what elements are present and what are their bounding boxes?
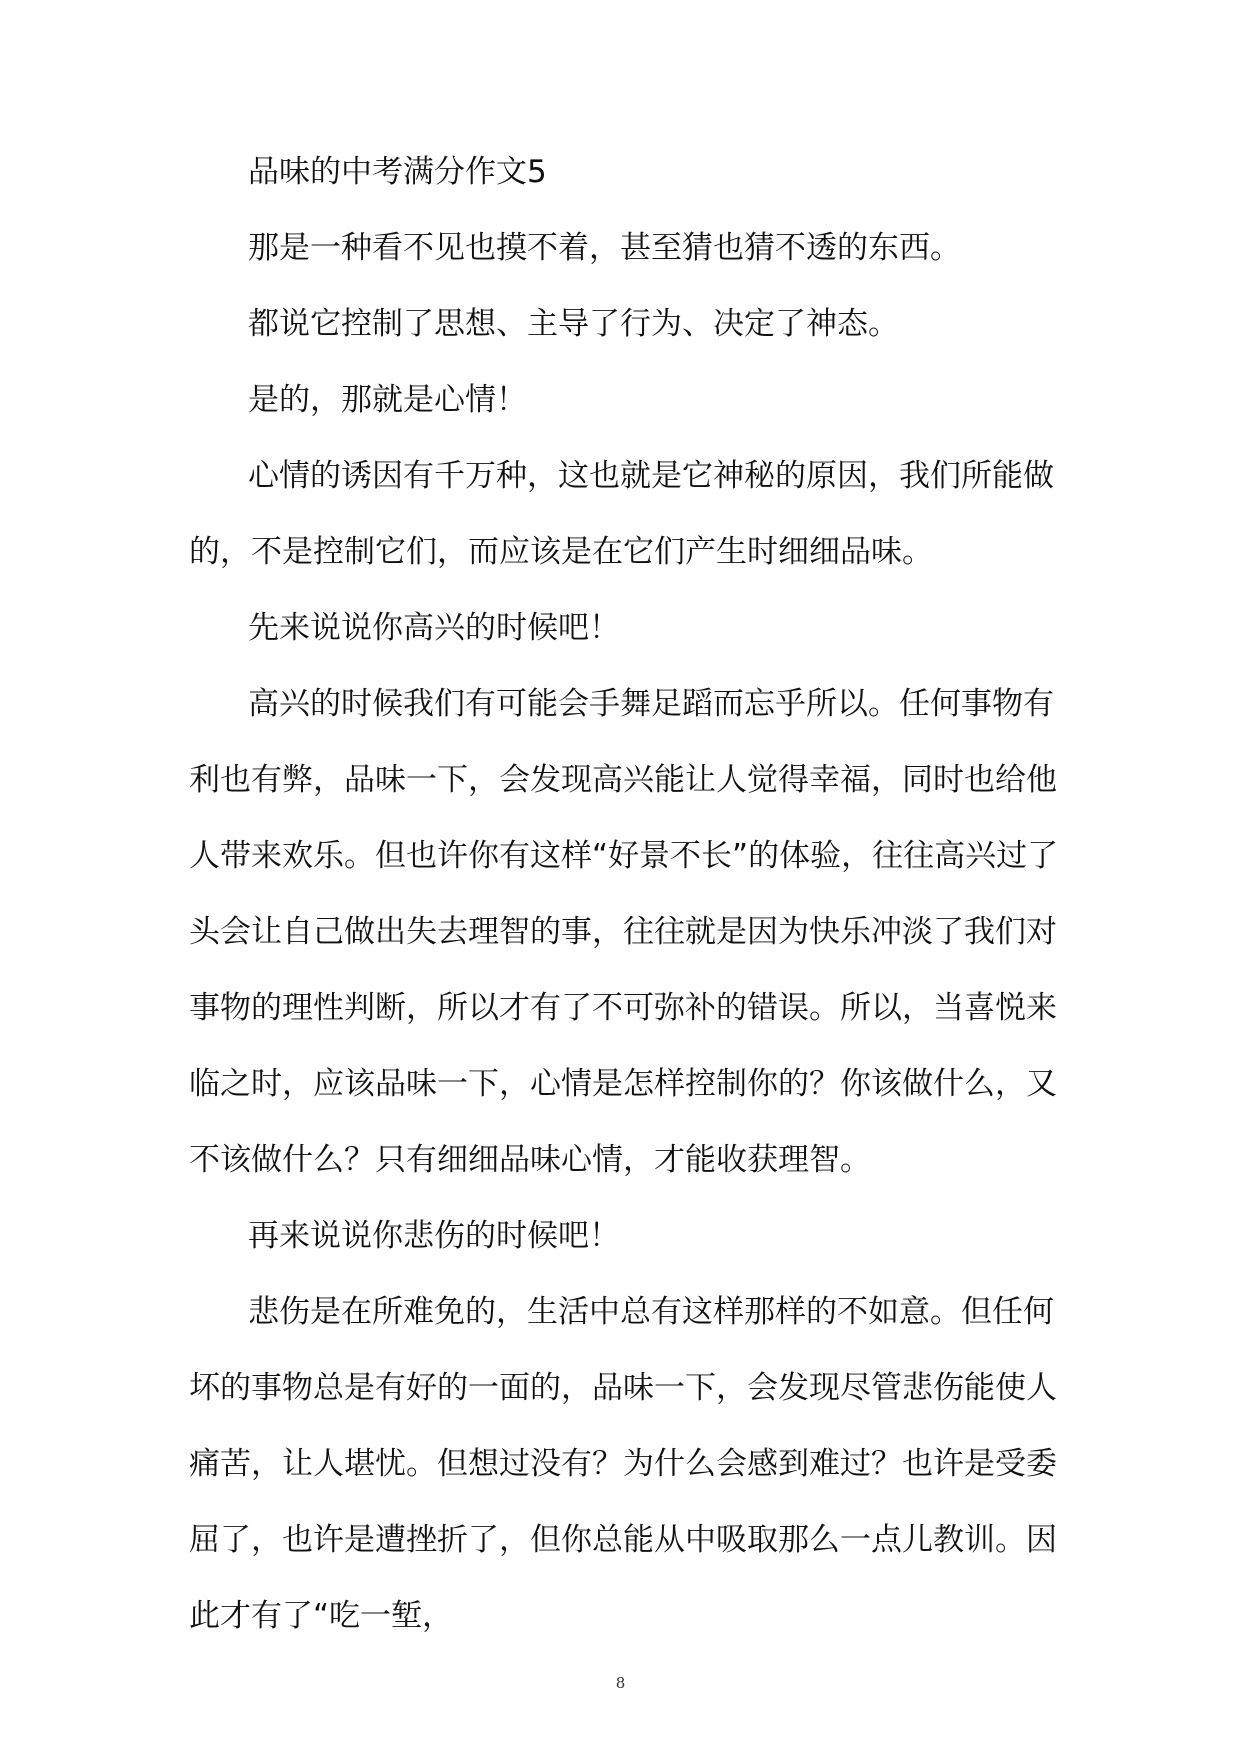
page-number: 8 [615, 1674, 626, 1692]
essay-title: 品味的中考满分作文5 [248, 154, 547, 190]
paragraph: 高兴的时候我们有可能会手舞足蹈而忘乎所以。任何事物有利也有弊，品味一下，会发现高兴能让人觉得幸福，同时也给他人带来欢乐。但也许你有这样“好景不长”的体验，往往高兴过了头会让自己做出失去理智的事，往往就是因为快乐冲淡了我们对事物的理性判断，所以才有了不可弥补的错误。所以，当喜悦来临之时，应该品味一下，心情是怎样控制你的？你该做什么，又不该做什么？只有细细品味心情，才能收获理智。 [189, 686, 1059, 1178]
paragraph: 那是一种看不见也摸不着，甚至猜也猜不透的东西。 [248, 230, 961, 266]
paragraph: 心情的诱因有千万种，这也就是它神秘的原因，我们所能做的，不是控制它们，而应该是在它们产生时细细品味。 [189, 458, 1054, 570]
paragraph: 先来说说你高兴的时候吧！ [248, 610, 620, 646]
paragraph: 是的，那就是心情！ [248, 382, 527, 418]
paragraph: 再来说说你悲伤的时候吧！ [248, 1218, 620, 1254]
paragraph: 都说它控制了思想、主导了行为、决定了神态。 [248, 306, 899, 342]
document-body [189, 134, 1059, 1654]
paragraph: 悲伤是在所难免的，生活中总有这样那样的不如意。但任何坏的事物总是有好的一面的，品味一下，会发现尽管悲伤能使人痛苦，让人堪忧。但想过没有？为什么会感到难过？也许是受委屈了，也许是遭挫折了，但你总能从中吸取那么一点儿教训。因此才有了“吃一堑， [189, 1294, 1057, 1634]
